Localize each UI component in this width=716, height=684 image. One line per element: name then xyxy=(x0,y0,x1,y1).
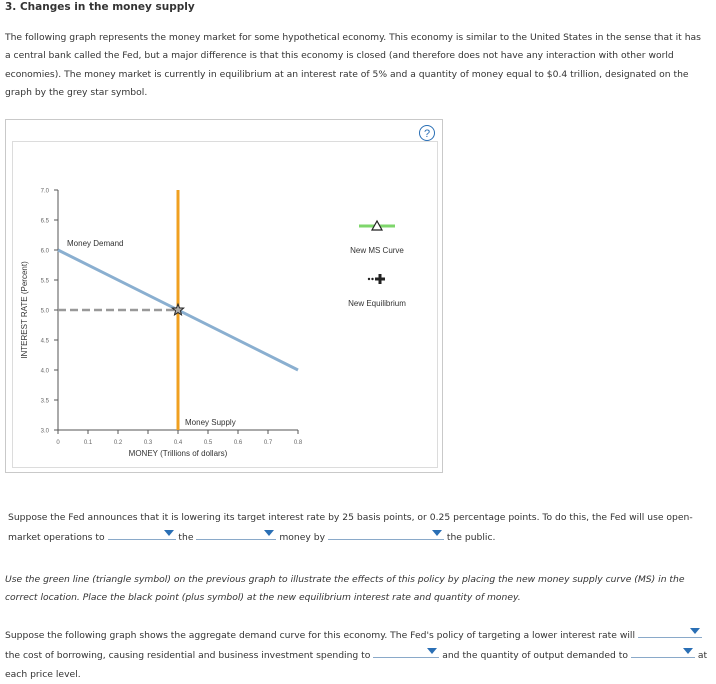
q2-text-d: at each price level. xyxy=(5,650,708,680)
chevron-down-icon xyxy=(427,648,437,654)
y-tick-label: 3.5 xyxy=(40,398,49,405)
y-tick-label: 5.5 xyxy=(40,278,49,285)
x-tick-label: 0.1 xyxy=(83,440,93,446)
y-tick-label: 6.0 xyxy=(40,248,49,255)
y-tick-label: 7.0 xyxy=(40,188,49,195)
q1-dropdown-direction[interactable] xyxy=(196,527,276,540)
chevron-down-icon xyxy=(432,530,442,536)
q2-dropdown-investment[interactable] xyxy=(373,645,439,658)
y-tick-label: 5.0 xyxy=(40,308,49,315)
question-1 xyxy=(8,509,708,548)
plus-icon[interactable] xyxy=(375,274,385,284)
intro-paragraph: The following graph represents the money market for some hypothetical economy. This economy is similar to the United States in the sense that it has a central bank called the Fed, but a major difference is that this economy is closed (and therefore does not have any interaction with other world economies). The money market is currently in equilibrium at an interest rate of 5% and a quantity of money equal to $0.4 trillion, designated on the graph by the grey star symbol. xyxy=(5,32,701,98)
x-tick-label: 0.3 xyxy=(143,440,153,446)
money-supply-label: Money Supply xyxy=(185,418,236,427)
chevron-down-icon xyxy=(683,648,693,654)
x-tick-label: 0.8 xyxy=(293,440,303,446)
x-tick-label: 0.2 xyxy=(113,440,123,446)
x-tick-label: 0.7 xyxy=(263,440,273,446)
q1-text-b: the xyxy=(178,532,194,544)
y-tick-label: 6.5 xyxy=(40,218,49,225)
q1-text-a: Suppose the Fed announces that it is lowering its target interest rate by 25 basis points, or 0.25 percentage points. To do this, the Fed will use open-market operations to xyxy=(8,512,693,544)
q1-text-c: money by xyxy=(279,532,326,544)
x-tick-label: 0.5 xyxy=(203,440,213,446)
y-tick-label: 4.5 xyxy=(40,338,49,345)
instructions: Use the green line (triangle symbol) on the previous graph to illustrate the effects of this policy by placing the new money supply curve (MS) in the correct location. Place the black point (plus symbol) at the new equilibrium interest rate and quantity of money. xyxy=(5,574,685,604)
money-demand-label: Money Demand xyxy=(67,239,124,248)
legend-dot xyxy=(371,278,373,280)
q1-text-d: the public. xyxy=(446,532,496,544)
chevron-down-icon xyxy=(264,530,274,536)
graph-area[interactable] xyxy=(12,141,438,468)
y-axis-label: INTEREST RATE (Percent) xyxy=(20,261,29,359)
graph-panel xyxy=(5,119,443,473)
q2-dropdown-cost[interactable] xyxy=(638,625,702,638)
y-tick-label: 4.0 xyxy=(40,368,49,375)
question-2 xyxy=(5,625,710,684)
q2-text-a: Suppose the following graph shows the aggregate demand curve for this economy. The Fed's policy of targeting a lower interest rate will xyxy=(5,630,635,641)
new-ms-legend-label: New MS Curve xyxy=(350,246,404,255)
chevron-down-icon xyxy=(164,530,174,536)
help-icon[interactable]: ? xyxy=(419,125,435,141)
y-tick-label: 3.0 xyxy=(40,428,49,435)
money-market-chart[interactable] xyxy=(13,142,437,467)
q2-dropdown-output[interactable] xyxy=(631,645,695,658)
x-tick-label: 0 xyxy=(56,440,60,446)
new-equilibrium-legend-label: New Equilibrium xyxy=(348,299,406,308)
section-title: 3. Changes in the money supply xyxy=(5,1,195,13)
q2-text-c: and the quantity of output demanded to xyxy=(442,650,629,662)
q2-text-b: the cost of borrowing, causing residential and business investment spending to xyxy=(5,650,371,662)
x-tick-label: 0.6 xyxy=(233,440,243,446)
q1-dropdown-operation[interactable] xyxy=(108,527,176,540)
chevron-down-icon xyxy=(690,628,700,634)
legend-dot xyxy=(368,278,370,280)
x-axis-label: MONEY (Trillions of dollars) xyxy=(128,449,228,458)
x-tick-label: 0.4 xyxy=(173,440,183,446)
q1-dropdown-action[interactable] xyxy=(328,527,444,540)
